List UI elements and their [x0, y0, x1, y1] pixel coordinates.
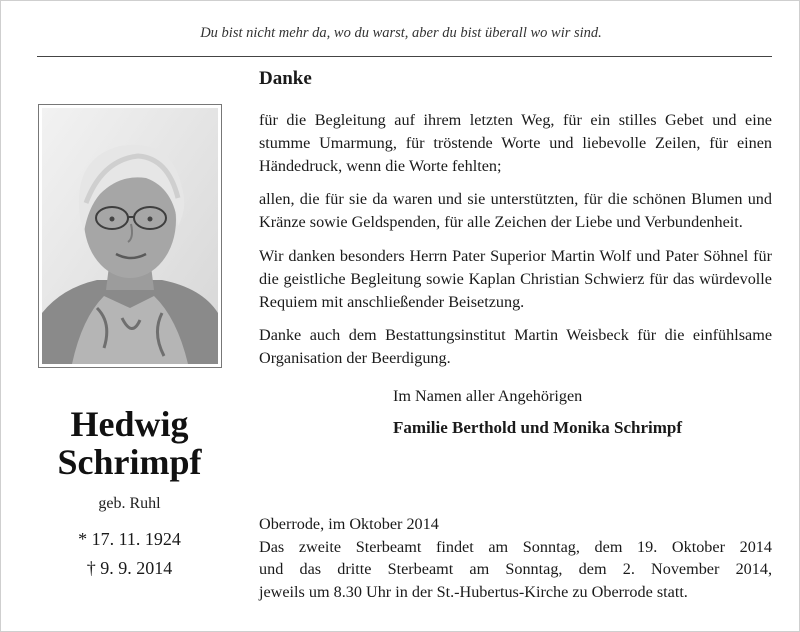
signature-intro: Im Namen aller Angehörigen [393, 386, 583, 405]
thanks-paragraph: Wir danken besonders Herrn Pater Superior Martin Wolf und Pater Söhnel für die geistliche Begleitung sowie Kaplan Christian Schwierz für das würdevolle Requiem mit anschließender Beisetzung. [259, 246, 772, 311]
thanks-section [259, 67, 772, 439]
birth-date: * 17. 11. 1924 [78, 529, 181, 549]
footer-line: jeweils um 8.30 Uhr in der St.-Hubertus-Kirche zu Oberrode statt. [259, 582, 688, 601]
deceased-info [1, 405, 258, 583]
divider [37, 56, 772, 57]
last-name: Schrimpf [57, 442, 202, 482]
thanks-paragraph: allen, die für sie da waren und sie unterstützten, für die schönen Blumen und Kränze sowie Geldspenden, für alle Zeichen der Liebe und Verbundenheit. [259, 190, 772, 232]
signature [259, 385, 772, 439]
signature-family: Familie Berthold und Monika Schrimpf [393, 417, 683, 437]
footer-notice [259, 513, 772, 603]
footer-line: Das zweite Sterbeamt findet am Sonntag, dem 19. Oktober 2014 [259, 537, 772, 556]
death-date: † 9. 9. 2014 [86, 558, 173, 578]
portrait-frame [38, 104, 222, 368]
life-dates [1, 525, 258, 583]
thanks-paragraph: für die Begleitung auf ihrem letzten Weg, für ein stilles Gebet und eine stumme Umarmung, für tröstende Worte und liebevolle Zeilen, für einen Händedruck, wenn die Worte fehlten; [259, 111, 772, 175]
maiden-name: geb. Ruhl [98, 495, 161, 512]
portrait-illustration [42, 108, 218, 364]
place-date: Oberrode, im Oktober 2014 [259, 515, 439, 533]
footer-line: und das dritte Sterbeamt am Sonntag, dem 2. November 2014, [259, 560, 772, 578]
portrait-photo [42, 108, 218, 364]
thanks-heading: Danke [259, 68, 312, 89]
first-name: Hedwig [70, 404, 189, 444]
thanks-paragraph: Danke auch dem Bestattungsinstitut Martin Weisbeck für die einfühlsame Organisation der Beerdigung. [259, 326, 772, 368]
motto: Du bist nicht mehr da, wo du warst, aber du bist überall wo wir sind. [200, 25, 602, 41]
